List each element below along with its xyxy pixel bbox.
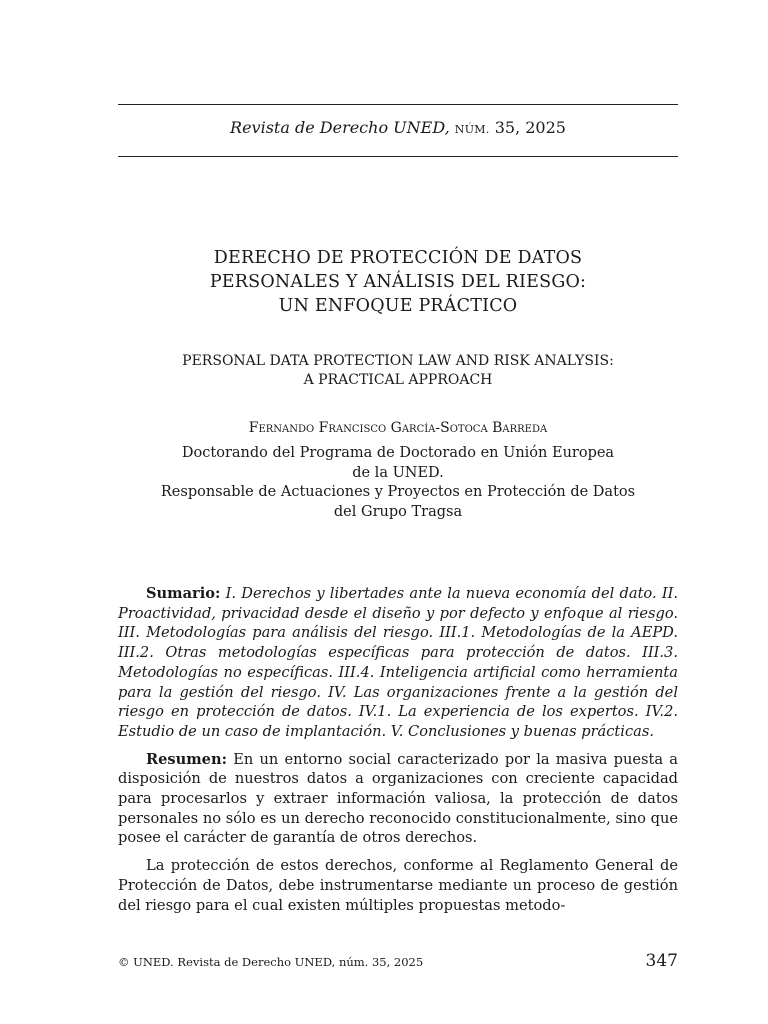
article-title (118, 246, 678, 318)
article-title-line: PERSONALES Y ANÁLISIS DEL RIESGO: (209, 272, 587, 292)
resumen-text: En un entorno social caracterizado por la masiva puesta a disposición de nuestros datos a organizaciones con creciente capacidad para procesarlos y extraer información valiosa, la protección de datos personales no sólo es un derecho reconocido constitucionalmente, sino que posee el carácter de garantía de otros derechos. (118, 750, 678, 847)
article-title-line: DERECHO DE PROTECCIÓN DE DATOS (213, 248, 583, 268)
header-bottom-rule (118, 156, 678, 157)
english-title-line: A PRACTICAL APPROACH (303, 372, 493, 388)
english-title (118, 352, 678, 390)
affiliation-line: Doctorando del Programa de Doctorado en Unión Europea (181, 445, 615, 461)
affiliation-line: de la UNED. (352, 464, 444, 481)
affiliation-line: del Grupo Tragsa (333, 503, 463, 520)
issue-label: NÚM. (454, 123, 490, 136)
article-body (118, 584, 678, 923)
page-number: 347 (645, 951, 678, 971)
article-title-line: UN ENFOQUE PRÁCTICO (278, 296, 518, 316)
copyright-footer: © UNED. Revista de Derecho UNED, núm. 35, 2025 (118, 955, 424, 969)
journal-header (118, 118, 678, 140)
journal-name: Revista de Derecho UNED, (230, 118, 450, 137)
affiliation-line: Responsable de Actuaciones y Proyectos en Protección de Datos (160, 484, 636, 500)
sumario-text: I. Derechos y libertades ante la nueva economía del dato. II. Proactividad, privacidad desde el diseño y por defecto y enfoque al riesgo. III. Metodologías para análisis del riesgo. III.1. Metodologías de la AEPD. III.2. Otras metodologías específicas para protección de datos. III.3. Metodologías no específicas. III.4. Inteligencia artificial como herramienta para la gestión del riesgo. IV. Las organizaciones frente a la gestión del riesgo en protección de datos. IV.1. La experiencia de los expertos. IV.2. Estudio de un caso de implantación. V. Conclusiones y buenas prácticas. (118, 585, 679, 740)
header-top-rule (118, 104, 678, 105)
author-affiliation (118, 444, 678, 522)
author-name: Fernando Francisco García-Sotoca Barreda (248, 420, 548, 436)
sumario-label: Sumario: (146, 585, 221, 602)
resumen-label: Resumen: (146, 750, 227, 768)
sumario-paragraph (118, 584, 678, 742)
body-paragraph: La protección de estos derechos, conforme al Reglamento General de Protección de Datos, debe instrumentarse mediante un proceso de gestión del riesgo para el cual existen múltiples propuestas metodo- (118, 857, 678, 914)
resumen-paragraph (118, 750, 678, 849)
english-title-line: PERSONAL DATA PROTECTION LAW AND RISK ANALYSIS: (182, 353, 614, 369)
issue-number: 35, 2025 (489, 118, 566, 137)
